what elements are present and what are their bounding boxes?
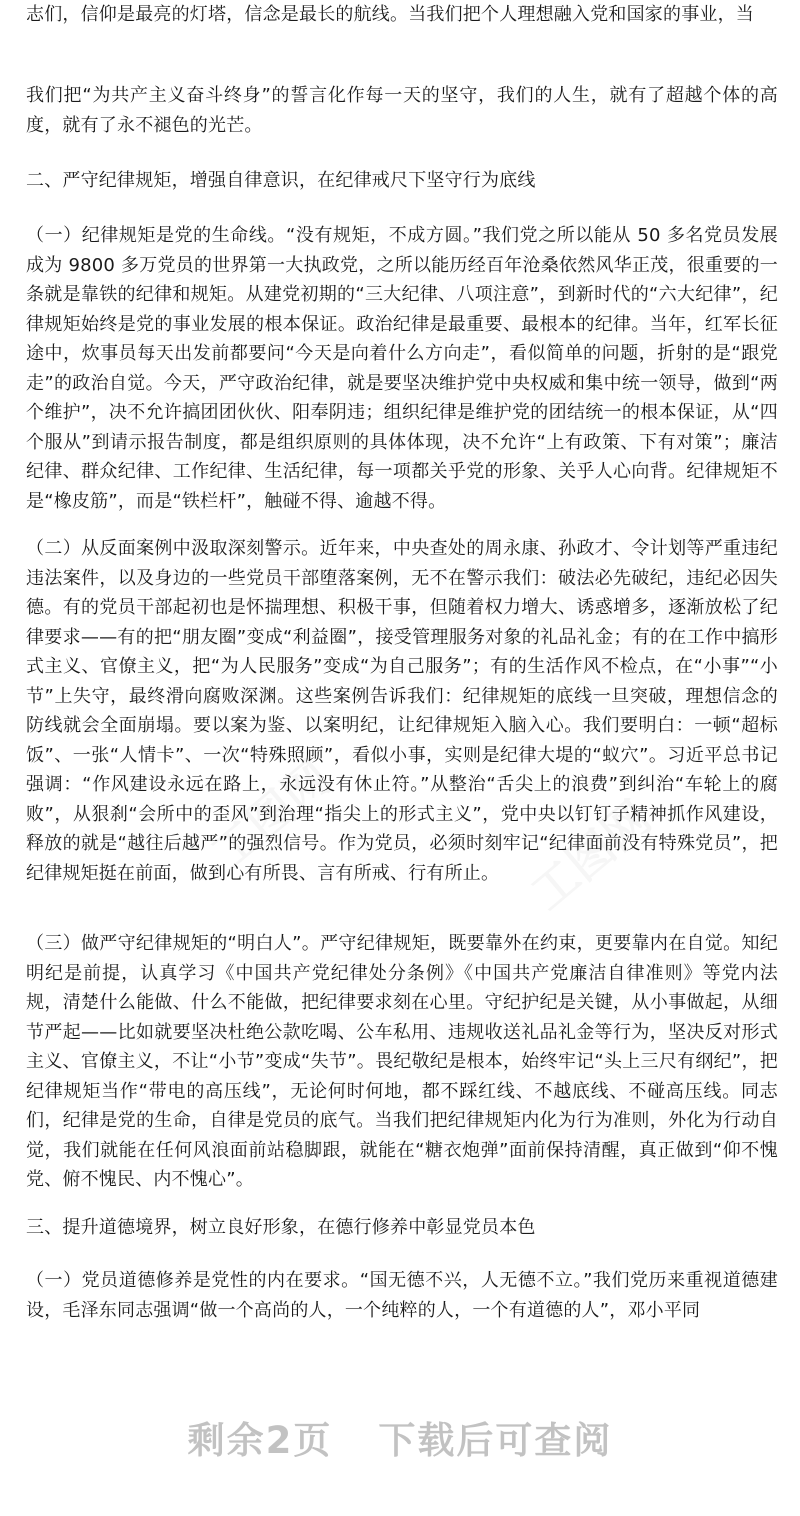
download-to-view-label: 下载后可查阅 xyxy=(378,1419,613,1462)
section-heading-3: 三、提升道德境界，树立良好形象，在德行修养中彰显党员本色 xyxy=(26,1217,536,1238)
paragraph-top: 志们，信仰是最亮的灯塔，信念是最长的航线。当我们把个人理想融入党和国家的事业，当 xyxy=(26,4,754,25)
paragraph-2-2: （二）从反面案例中汲取深刻警示。近年来，中央查处的周永康、孙政才、令计划等严重违纪违法案件，以及身边的一些党员干部堕落案例，无不在警示我们：破法必先破纪，违纪必因失德。有的党员干部起初也是怀揣理想、积极干事，但随着权力增大、诱惑增多，逐渐放松了纪律要求——有的把“朋友圈”变成“利益圈”，接受管理服务对象的礼品礼金；有的在工作中搞形式主义、官僚主义，把“为人民服务”变成“为自己服务”；有的生活作风不检点，在“小事”“小节”上失守，最终滑向腐败深渊。这些案例告诉我们：纪律规矩的底线一旦突破，理想信念的防线就会全面崩塌。要以案为鉴、以案明纪，让纪律规矩入脑入心。我们要明白：一顿“超标饭”、一张“人情卡”、一次“特殊照顾”，看似小事，实则是纪律大堤的“蚁穴”。习近平总书记强调：“作风建设永远在路上，永远没有休止符。”从整治“舌尖上的浪费”到纠治“车轮上的腐败”，从狠刹“会所中的歪风”到治理“指尖上的形式主义”，党中央以钉钉子精神抓作风建设，释放的就是“越往后越严”的强烈信号。作为党员，必须时刻牢记“纪律面前没有特殊党员”，把纪律规矩挺在前面，做到心有所畏、言有所戒、行有所止。 xyxy=(26,538,778,884)
paragraph-2-1: （一）纪律规矩是党的生命线。“没有规矩，不成方圆。”我们党之所以能从 50 多名党员发展成为 9800 多万党员的世界第一大执政党，之所以能历经百年沧桑依然风华正茂，很重要的一条就是靠铁的纪律和规矩。从建党初期的“三大纪律、八项注意”，到新时代的“六大纪律”，纪律规矩始终是党的事业发展的根本保证。政治纪律是最重要、最根本的纪律。当年，红军长征途中，炊事员每天出发前都要问“今天是向着什么方向走”，看似简单的问题，折射的是“跟党走”的政治自觉。今天，严守政治纪律，就是要坚决维护党中央权威和集中统一领导，做到“两个维护”，决不允许搞团团伙伙、阳奉阴违；组织纪律是维护党的团结统一的根本保证，从“四个服从”到请示报告制度，都是组织原则的具体体现，决不允许“上有政策、下有对策”；廉洁纪律、群众纪律、工作纪律、生活纪律，每一项都关乎党的形象、关乎人心向背。纪律规矩不是“橡皮筋”，而是“铁栏杆”，触碰不得、逾越不得。 xyxy=(26,225,778,512)
paragraph-intro-end: 我们把“为共产主义奋斗终身”的誓言化作每一天的坚守，我们的人生，就有了超越个体的高度，就有了永不褪色的光芒。 xyxy=(26,85,778,136)
remaining-pages-label: 剩余2页 xyxy=(187,1419,333,1462)
section-heading-2: 二、严守纪律规矩，增强自律意识，在纪律戒尺下坚守行为底线 xyxy=(26,170,536,191)
download-banner[interactable] xyxy=(0,1410,800,1464)
paragraph-2-3: （三）做严守纪律规矩的“明白人”。严守纪律规矩，既要靠外在约束，更要靠内在自觉。知纪明纪是前提，认真学习《中国共产党纪律处分条例》《中国共产党廉洁自律准则》等党内法规，清楚什么能做、什么不能做，把纪律要求刻在心里。守纪护纪是关键，从小事做起，从细节严起——比如就要坚决杜绝公款吃喝、公车私用、违规收送礼品礼金等行为，坚决反对形式主义、官僚主义，不让“小节”变成“失节”。畏纪敬纪是根本，始终牢记“头上三尺有纲纪”，把纪律规矩当作“带电的高压线”，无论何时何地，都不踩红线、不越底线、不碰高压线。同志们，纪律是党的生命，自律是党员的底气。当我们把纪律规矩内化为行为准则，外化为行动自觉，我们就能在任何风浪面前站稳脚跟，就能在“糖衣炮弹”面前保持清醒，真正做到“仰不愧党、俯不愧民、内不愧心”。 xyxy=(26,933,778,1190)
paragraph-3-1: （一）党员道德修养是党性的内在要求。“国无德不兴，人无德不立。”我们党历来重视道德建设，毛泽东同志强调“做一个高尚的人，一个纯粹的人，一个有道德的人”，邓小平同 xyxy=(26,1270,778,1321)
